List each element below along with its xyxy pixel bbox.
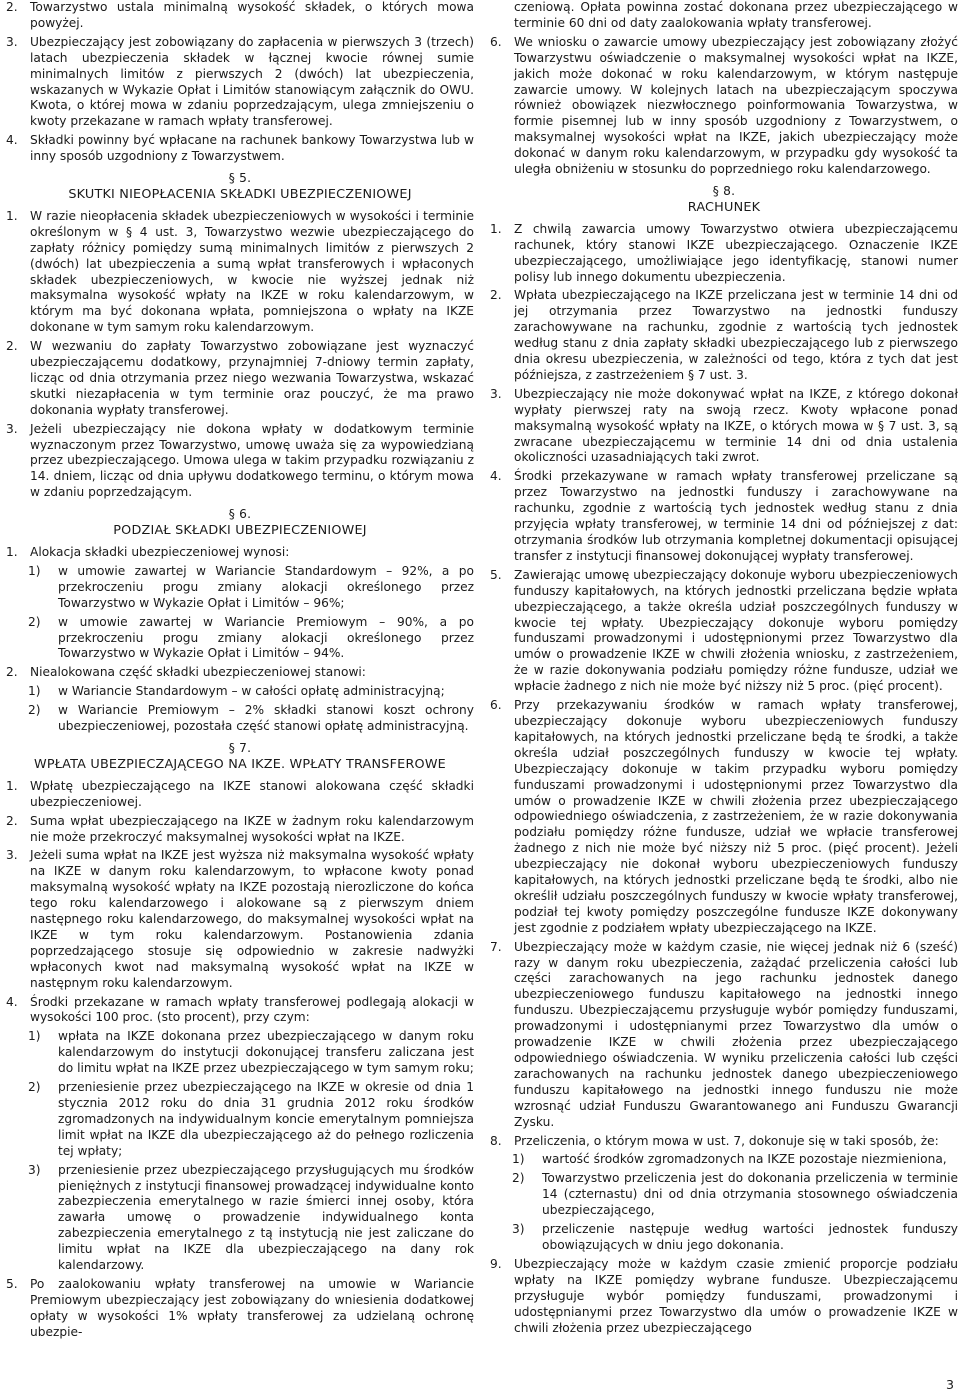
paragraph-7-2 [6, 814, 474, 846]
subitem-text: przeliczenie następuje według wartości jednostek funduszy obowiązujących w dniu jego dokonania. [542, 1222, 958, 1252]
subitem-text: Towarzystwo przeliczenia jest do dokonania przeliczenia w terminie 14 (czternastu) dni od dnia otrzymania stosownego oświadczenia ubezpieczającego, [542, 1171, 958, 1218]
item-text: Zawierając umowę ubezpieczający dokonuje wyboru ubezpieczeniowych funduszy kapitałowych, na których jednostki przeliczana będzie wpłata ubezpieczającego, a także określa udział poszczególnych funduszy w kwocie tej wpłaty. Ubezpieczający dokonuje wyboru pomiędzy funduszami prowadzonymi i udostępnionymi przez Towarzystwo dla umów o prowadzenie IKZE w chwili złożenia wniosku, z zastrzeżeniem, że w razie dokonywania podziału pomiędzy różne fundusze, udział we wpłacie żadnego z nich nie może być niższy niż 5 proc. (pięć procent). [514, 567, 958, 694]
item-text: Po zaalokowaniu wpłaty transferowej na umowie w Wariancie Premiowym ubezpieczający jest zobowiązany do wniesienia dodatkowej opłaty w wysokości 1% wpłaty transferowej za udzielaną ochronę ubezpie- [30, 1276, 474, 1339]
section-title: PODZIAŁ SKŁADKI UBEZPIECZENIOWEJ [113, 523, 367, 539]
subitem-number: 2) [28, 614, 41, 629]
paragraph-4-4 [6, 133, 474, 165]
subitem-text: wartość środków zgromadzonych na IKZE pozostaje niezmieniona, [542, 1152, 947, 1167]
item-text: Ubezpieczający może w każdym czasie zmienić proporcje podziału wpłaty na IKZE pomiędzy wybrane fundusze. Ubezpieczającemu przysługuje wybór pomiędzy funduszami, prowadzonymi i udostępnianymi przez Towarzystwo dla umów o prowadzenie IKZE w chwili złożenia przez ubezpieczającego [514, 1256, 958, 1335]
item-number: 6. [490, 34, 502, 49]
section-5-heading [6, 171, 474, 203]
subitem-6-1-2 [6, 615, 474, 663]
item-number: 1. [6, 208, 18, 223]
subitem-number: 1) [512, 1152, 525, 1167]
subitem-7-4-2 [6, 1080, 474, 1160]
paragraph-7-1 [6, 779, 474, 811]
item-number: 3. [6, 34, 18, 49]
subitem-number: 2) [28, 703, 41, 718]
section-number: § 8. [712, 183, 736, 198]
subitem-number: 2) [28, 1080, 41, 1095]
subitem-number: 1) [28, 1029, 41, 1044]
paragraph-8-8 [490, 1134, 958, 1150]
item-text: Jeżeli suma wpłat na IKZE jest wyższa niż maksymalna wysokość wpłaty na IKZE w danym roku kalendarzowym, to wpłacone kwoty ponad maksymalną wysokość wpłaty na IKZE pozostają nierozliczone do końca tego roku kalendarzowego i alokowane są z pierwszym dniem następnego roku kalendarzowego, do maksymalnej wysokości wpłat na IKZE w tym roku kalendarzowym. Postanowienia zdania poprzedzającego stosuje się odpowiednio w zakresie nadwyżki wpłaconych kwot nad maksymalną wysokość wpłat na IKZE w następnym roku kalendarzowym. [30, 848, 474, 990]
item-text: Jeżeli ubezpieczający nie dokona wpłaty w dodatkowym terminie wyznaczonym przez Towarzystwo, umowę uważa się za wypowiedzianą przez ubezpieczającego. Umowa ulega w takim przypadku rozwiązaniu z 14. dniem, licząc od dnia upływu dodatkowego terminu, o którym mowa w zdaniu poprzedzającym. [30, 421, 474, 500]
subitem-6-2-1 [6, 684, 474, 700]
section-6-heading [6, 507, 474, 539]
subitem-7-4-3 [6, 1163, 474, 1274]
item-number: 8. [490, 1133, 502, 1148]
subitem-8-8-2 [490, 1171, 958, 1219]
item-text: Wpłata ubezpieczającego na IKZE przeliczana jest w terminie 14 dni od jej otrzymania przez Towarzystwo na jednostki funduszy zarachowywane na rachunku, zgodnie z wartością tych jednostek według stanu z dnia zapłaty składki ubezpieczającego lub z pierwszego dnia okresu ubezpieczenia, w zależności od tego, która z tych dat jest późniejsza, z zastrzeżeniem § 7 ust. 3. [514, 288, 958, 382]
item-number: 1. [6, 778, 18, 793]
item-number: 3. [6, 421, 18, 436]
paragraph-4-3 [6, 35, 474, 130]
subitem-text: w Wariancie Premiowym – 2% składki stanowi koszt ochrony ubezpieczeniowej, pozostała część stanowi opłatę administracyjną. [58, 703, 474, 734]
section-number: § 6. [228, 507, 252, 522]
paragraph-8-9 [490, 1257, 958, 1337]
item-number: 2. [6, 813, 18, 828]
section-title: SKUTKI NIEOPŁACENIA SKŁADKI UBEZPIECZENIOWEJ [68, 186, 412, 202]
item-text: We wniosku o zawarcie umowy ubezpieczający jest zobowiązany złożyć Towarzystwu oświadczenie o maksymalnej wysokości wpłat na IKZE, jakich może dokonać w roku kalendarzowym, w którym następuje zawarcie umowy. W kolejnych latach na ubezpieczającym spoczywa również obowiązek niezwłocznego poinformowania Towarzystwa, w formie pisemnej lub w inny sposób uzgodniony z Towarzystwem, o maksymalnej wysokości wpłat na IKZE, jakich ubezpieczający może dokonać w danym roku kalendarzowym, w przypadku gdy wysokość ta uległa obniżeniu w stosunku do poprzedniego roku kalendarzowego. [514, 34, 958, 177]
paragraph-8-5 [490, 568, 958, 695]
paragraph-8-2 [490, 288, 958, 383]
item-number: 6. [490, 698, 502, 713]
item-text: Towarzystwo ustala minimalną wysokość składek, o których mowa powyżej. [30, 0, 474, 30]
item-text: Przeliczenia, o którym mowa w ust. 7, dokonuje się w taki sposób, że: [514, 1133, 939, 1148]
subitem-number: 3) [28, 1162, 41, 1177]
section-number: § 7. [228, 740, 252, 755]
left-column [6, 0, 474, 1344]
item-number: 1. [490, 221, 502, 236]
item-text: Ubezpieczający jest zobowiązany do zapłacenia w pierwszych 3 (trzech) latach ubezpieczenia składek w łącznej kwocie równej sumie minimalnych limitów z pierwszych 2 (dwóch) lat ubezpieczenia, wskazanych w Wykazie Opłat i Limitów stanowiącym załącznik do OWU. Kwota, o której mowa w zdaniu poprzedzającym, ulega zmniejszeniu o kwoty przekazane w ramach wpłaty transferowej. [30, 34, 474, 129]
section-title: WPŁATA UBEZPIECZAJĄCEGO NA IKZE. WPŁATY TRANSFEROWE [34, 756, 446, 772]
paragraph-5-2 [6, 339, 474, 419]
paragraph-8-4 [490, 469, 958, 564]
item-text: Środki przekazane w ramach wpłaty transferowej podlegają alokacji w wysokości 100 proc. (sto procent), przy czym: [30, 994, 474, 1025]
paragraph-6-2 [6, 665, 474, 681]
paragraph-4-2 [6, 0, 474, 32]
item-number: 3. [6, 848, 18, 863]
item-text: Środki przekazywane w ramach wpłaty transferowej przeliczane są przez Towarzystwo na jednostki funduszy i zarachowywane na rachunku, zgodnie z wartością tych jednostek według stanu z dnia przyjęcia wpłaty transferowej, w terminie 14 dni od późniejszej z dat: otrzymania środków lub otrzymania kompletnej dokumentacji opisującej transfer z instytucji finansowej dokonującej wypłaty transferowej. [514, 469, 958, 563]
paragraph-7-6 [490, 35, 958, 178]
item-text: W wezwaniu do zapłaty Towarzystwo zobowiązane jest wyznaczyć ubezpieczającemu dodatkowy, przynajmniej 7-dniowy termin zapłaty, licząc od dnia otrzymania przez niego wezwania Towarzystwa, wskazać skutki niezapłacenia w tym terminie oraz pouczyć, że ma prawo dokonania wypłaty transferowej. [30, 339, 474, 417]
subitem-number: 1) [28, 684, 41, 699]
section-number: § 5. [228, 171, 252, 186]
subitem-number: 3) [512, 1222, 525, 1237]
item-text: Wpłatę ubezpieczającego na IKZE stanowi alokowana część składki ubezpieczeniowej. [30, 778, 474, 809]
item-number: 3. [490, 386, 502, 401]
item-number: 2. [6, 665, 18, 680]
right-column [490, 0, 958, 1339]
page-number: 3 [945, 1377, 954, 1392]
subitem-text: przeniesienie przez ubezpieczającego przysługujących mu środków pieniężnych z instytucji finansowej prowadzącej indywidualne konto zabezpieczenia emerytalnego w razie śmierci innej osoby, która zawarła umowę o prowadzenie indywidualnego konta zabezpieczenia emerytalnego z tą instytucją nie jest zaliczane do limitu wpłat na IKZE dla ubezpieczającego na dany rok kalendarzowy. [58, 1162, 474, 1273]
item-number: 9. [490, 1256, 502, 1271]
paragraph-7-5 [6, 1277, 474, 1341]
item-number: 2. [490, 288, 502, 303]
paragraph-6-1 [6, 545, 474, 561]
subitem-7-4-1 [6, 1029, 474, 1077]
item-number: 4. [6, 133, 18, 148]
item-text: Przy przekazywaniu środków w ramach wpłaty transferowej, ubezpieczający dokonuje wyboru ubezpieczeniowych funduszy kapitałowych, na których jednostki przeliczane będą te środki, a także określa udział poszczególnych funduszy w kwocie tej wpłaty. Ubezpieczający dokonuje w takim przypadku wyboru pomiędzy funduszami prowadzonymi i udostępnionymi przez Towarzystwo dla umów o prowadzenie IKZE w chwili złożenia przez ubezpieczającego odpowiedniego oświadczenia, z zastrzeżeniem, że w razie dokonywania podziału pomiędzy różne fundusze, udział we wpłacie transferowej żadnego z nich nie może być niższy niż 5 proc. (pięć procent). Jeżeli ubezpieczający nie dokonał wyboru ubezpieczeniowych funduszy kapitałowych, na których jednostki przeliczane będą te środki, albo nie określił udziału poszczególnych funduszy w kwocie wpłaty transferowej, podział tej kwoty pomiędzy poszczególne fundusze IKZE dokonywany jest zgodnie z podziałem wpłaty ubezpieczającego na IKZE. [514, 698, 958, 935]
subitem-number: 1) [28, 563, 41, 578]
item-number: 1. [6, 545, 18, 559]
subitem-text: wpłata na IKZE dokonana przez ubezpieczającego w danym roku kalendarzowym do instytucji dokonującej transferu zaliczana jest do limitu wpłat na IKZE przez ubezpieczającego w tym samym roku; [58, 1029, 474, 1076]
item-text: W razie nieopłacenia składek ubezpieczeniowych w wysokości i terminie określonym w § 4 ust. 3, Towarzystwo wezwie ubezpieczającego do zapłaty różnicy pomiędzy sumą minimalnych limitów z pierwszych 2 (dwóch) lat ubezpieczenia a sumą wpłat transferowych i wpłaconych składek ubezpieczeniowych, w kwocie nie wyższej jednak niż maksymalna wysokość wpłaty na IKZE w roku kalendarzowym, w którym ma być dokonana wpłata, pomniejszona o wpłaty na IKZE dokonane w tym samym roku kalendarzowym. [30, 208, 474, 335]
section-title: RACHUNEK [687, 199, 761, 215]
item-number: 5. [6, 1276, 18, 1291]
paragraph-8-3 [490, 387, 958, 467]
paragraph-8-6 [490, 698, 958, 937]
item-number: 4. [6, 994, 18, 1009]
subitem-8-8-3 [490, 1222, 958, 1254]
item-text: Ubezpieczający nie może dokonywać wpłat na IKZE, z którego dokonał wypłaty pierwszej raty na swoją rzecz. Kwoty wpłacone ponad maksymalną wysokość wpłaty na IKZE, o których mowa w § 7 ust. 3, są zwracane ubezpieczającemu w terminie 14 dni od dnia ustalenia okoliczności uzasadniających taki zwrot. [514, 386, 958, 465]
item-number: 5. [490, 567, 502, 582]
section-7-heading [6, 741, 474, 773]
subitem-text: w umowie zawartej w Wariancie Premiowym – 90%, a po przekroczeniu progu zmiany alokacji określonego przez Towarzystwo w Wykazie Opłat i Limitów – 94%. [58, 614, 474, 661]
subitem-6-1-1 [6, 564, 474, 612]
item-number: 4. [490, 469, 502, 484]
paragraph-7-3 [6, 848, 474, 991]
item-text: Suma wpłat ubezpieczającego na IKZE w żadnym roku kalendarzowym nie może przekroczyć maksymalnej wysokości wpłat na IKZE. [30, 813, 474, 844]
subitem-text: w Wariancie Standardowym – w całości opłatę administracyjną; [58, 684, 445, 699]
item-text: Alokacja składki ubezpieczeniowej wynosi: [30, 545, 290, 559]
item-text: Ubezpieczający może w każdym czasie, nie więcej jednak niż 6 (sześć) razy w danym roku ubezpieczenia, zażądać przeliczenia całości lub części zarachowanych na jego rachunku jednostek danego ubezpieczeniowego funduszu kapitałowego na jednostki innego funduszu. Ubezpieczającemu przysługuje wybór pomiędzy funduszami, prowadzonymi i udostępnianymi przez Towarzystwo dla umów o prowadzenie IKZE w chwili złożenia przez ubezpieczającego odpowiedniego oświadczenia. W wyniku przeliczenia całości lub części zarachowanych na rachunku jednostek danego ubezpieczeniowego funduszu kapitałowego na jednostki innego funduszu nie może wzrosnąć udział Funduszu Gwarantowanego ani Funduszu Gwarancji Zysku. [514, 939, 958, 1129]
subitem-6-2-2 [6, 703, 474, 735]
item-text: Niealokowana część składki ubezpieczeniowej stanowi: [30, 665, 366, 680]
paragraph-7-4 [6, 995, 474, 1027]
paragraph-7-5-continued: czeniową. Opłata powinna zostać dokonana przez ubezpieczającego w terminie 60 dni od daty zaalokowania wpłaty transferowej. [514, 0, 958, 30]
subitem-8-8-1 [490, 1152, 958, 1168]
item-number: 7. [490, 939, 502, 954]
subitem-number: 2) [512, 1171, 525, 1186]
item-text: Z chwilą zawarcia umowy Towarzystwo otwiera ubezpieczającemu rachunek, który stanowi IKZE ubezpieczającego. Oznaczenie IKZE ubezpieczającego, umożliwiające jego identyfikację, stanowi numer polisy lub innego dokumentu ubezpieczenia. [514, 221, 958, 284]
paragraph-5-1 [6, 209, 474, 336]
paragraph-5-3 [6, 422, 474, 502]
item-number: 2. [6, 0, 18, 14]
subitem-text: przeniesienie przez ubezpieczającego na IKZE w okresie od dnia 1 stycznia 2012 roku do dnia 31 grudnia 2012 roku środków zgromadzonych na indywidualnym koncie emerytalnym pomniejsza limit wpłat na IKZE dla ubezpieczającego aż do pełnego rozliczenia tej wpłaty; [58, 1080, 474, 1158]
section-8-heading [490, 184, 958, 216]
item-number: 2. [6, 339, 18, 354]
subitem-text: w umowie zawartej w Wariancie Standardowym – 92%, a po przekroczeniu progu zmiany alokacji określonego przez Towarzystwo w Wykazie Opłat i Limitów – 96%; [58, 563, 474, 610]
item-text: Składki powinny być wpłacane na rachunek bankowy Towarzystwa lub w inny sposób uzgodniony z Towarzystwem. [30, 133, 474, 164]
paragraph-8-7 [490, 940, 958, 1131]
paragraph-8-1 [490, 222, 958, 286]
